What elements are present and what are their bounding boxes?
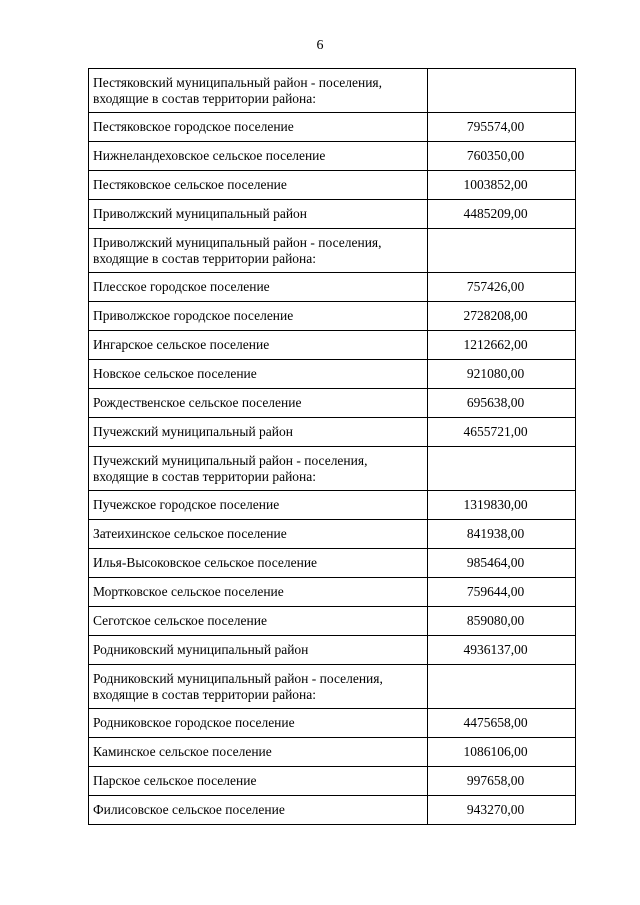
row-name-cell: Ингарское сельское поселение [89,331,428,360]
row-name-cell: Илья-Высоковское сельское поселение [89,549,428,578]
row-amount-cell: 1003852,00 [428,171,576,200]
row-amount-cell: 760350,00 [428,142,576,171]
row-name-cell: Рождественское сельское поселение [89,389,428,418]
table-row [89,738,576,767]
row-amount-cell: 4655721,00 [428,418,576,447]
table-row [89,389,576,418]
page-number: 6 [316,38,324,53]
row-name-cell: Приволжское городское поселение [89,302,428,331]
table-row [89,171,576,200]
row-name-cell: Пучежский муниципальный район [89,418,428,447]
table-row [89,200,576,229]
row-amount-cell: 841938,00 [428,520,576,549]
row-name-cell: Пучежское городское поселение [89,491,428,520]
row-amount-cell [428,665,576,709]
table-row [89,636,576,665]
table-row [89,302,576,331]
table-row [89,767,576,796]
row-amount-cell: 695638,00 [428,389,576,418]
row-name-cell: Сеготское сельское поселение [89,607,428,636]
row-amount-cell: 795574,00 [428,113,576,142]
table-row [89,796,576,825]
table-row [89,447,576,491]
row-name-cell: Приволжский муниципальный район - поселения, входящие в состав территории района: [89,229,428,273]
table-row [89,142,576,171]
row-name-cell: Родниковский муниципальный район [89,636,428,665]
row-amount-cell: 757426,00 [428,273,576,302]
table-row [89,491,576,520]
row-amount-cell: 985464,00 [428,549,576,578]
row-amount-cell [428,229,576,273]
row-amount-cell: 1212662,00 [428,331,576,360]
row-name-cell: Приволжский муниципальный район [89,200,428,229]
row-amount-cell: 1086106,00 [428,738,576,767]
table-row [89,520,576,549]
budget-table [88,68,576,825]
row-name-cell: Родниковский муниципальный район - поселения, входящие в состав территории района: [89,665,428,709]
table-row [89,229,576,273]
table-row [89,549,576,578]
row-name-cell: Парское сельское поселение [89,767,428,796]
table-row [89,709,576,738]
row-name-cell: Пучежский муниципальный район - поселения, входящие в состав территории района: [89,447,428,491]
table-row [89,331,576,360]
row-amount-cell: 2728208,00 [428,302,576,331]
table-row [89,360,576,389]
table-row [89,665,576,709]
row-amount-cell: 1319830,00 [428,491,576,520]
row-amount-cell [428,447,576,491]
row-amount-cell: 943270,00 [428,796,576,825]
table-row [89,113,576,142]
row-name-cell: Родниковское городское поселение [89,709,428,738]
table-row [89,418,576,447]
row-amount-cell: 921080,00 [428,360,576,389]
table-row [89,273,576,302]
row-name-cell: Мортковское сельское поселение [89,578,428,607]
row-amount-cell: 4475658,00 [428,709,576,738]
row-name-cell: Пестяковское сельское поселение [89,171,428,200]
row-amount-cell: 997658,00 [428,767,576,796]
row-name-cell: Новское сельское поселение [89,360,428,389]
row-name-cell: Филисовское сельское поселение [89,796,428,825]
row-name-cell: Затеихинское сельское поселение [89,520,428,549]
row-name-cell: Плесское городское поселение [89,273,428,302]
row-name-cell: Пестяковский муниципальный район - поселения, входящие в состав территории района: [89,69,428,113]
table-row [89,69,576,113]
row-name-cell: Каминское сельское поселение [89,738,428,767]
row-amount-cell: 4936137,00 [428,636,576,665]
table-row [89,607,576,636]
row-name-cell: Пестяковское городское поселение [89,113,428,142]
row-amount-cell: 859080,00 [428,607,576,636]
row-amount-cell: 4485209,00 [428,200,576,229]
row-name-cell: Нижнеландеховское сельское поселение [89,142,428,171]
table-row [89,578,576,607]
row-amount-cell: 759644,00 [428,578,576,607]
row-amount-cell [428,69,576,113]
